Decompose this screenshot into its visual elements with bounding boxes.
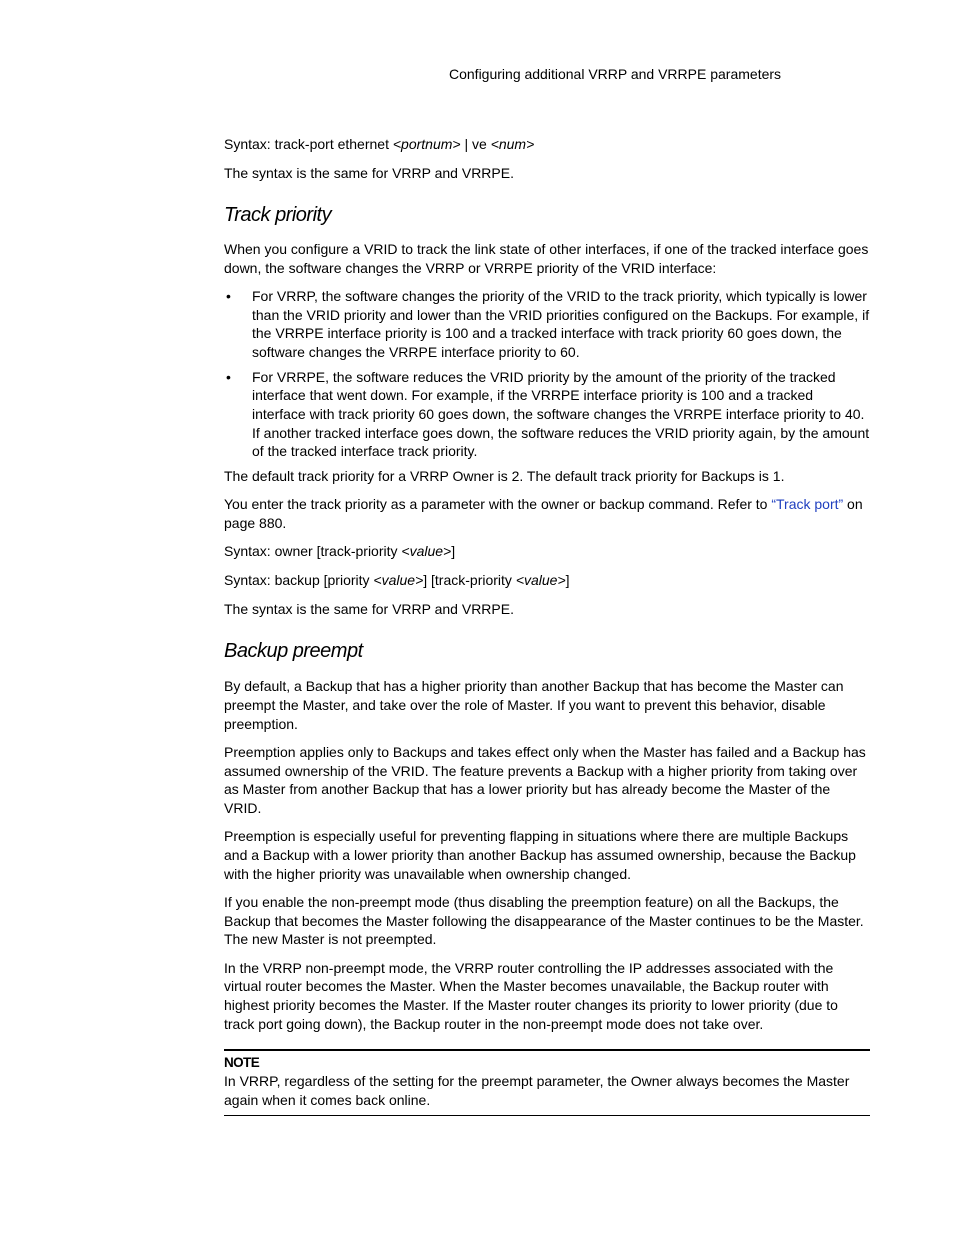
list-item-text: For VRRP, the software changes the priority of the VRID to the track priority, which typically is lower than the VRID priority and lower than the VRID priorities configured on the Backups. For example, if the VRRPE interface priority is 100 and a tracked interface with track priority 60 goes down, the software changes the VRRPE interface priority to 60.: [252, 287, 870, 360]
bullet-icon: •: [226, 287, 231, 304]
syntax-prefix: Syntax: backup: [224, 571, 324, 588]
track-port-link[interactable]: “Track port”: [771, 496, 844, 513]
syntax-separator: |: [460, 136, 472, 152]
paragraph: By default, a Backup that has a higher priority than another Backup that has become the Master can preempt the Master, and take over the role of Master. If you want to prevent this behavior, disable preemption.: [224, 678, 844, 732]
text-run: on page 880.: [224, 496, 863, 532]
syntax-bracket: [: [323, 571, 328, 588]
syntax-owner: [224, 542, 870, 561]
syntax-keyword-priority: priority: [327, 571, 370, 588]
syntax-arg-value: <value>: [515, 571, 566, 588]
track-priority-bullets: [224, 287, 870, 461]
list-item-text: For VRRPE, the software reduces the VRID priority by the amount of the priority of the tracked interface that went down. For example, if the VRRPE interface priority is 100 and a tracked interface with track priority 60 goes down, the software changes the VRRPE interface priority to 40. If another tracked interface goes down, the software reduces the VRID priority again, by the amount of the tracked interface track priority.: [252, 368, 870, 460]
note-text: In VRRP, regardless of the setting for the preempt parameter, the Owner always becomes the Master again when it comes back online.: [224, 1073, 850, 1109]
bullet-icon: •: [226, 368, 231, 385]
syntax-note: The syntax is the same for VRRP and VRRPE.: [224, 164, 514, 181]
running-header: Configuring additional VRRP and VRRPE parameters: [449, 66, 782, 82]
syntax-bracket: ]: [565, 571, 570, 588]
text-run: command. Refer to: [644, 496, 772, 513]
document-body: [224, 135, 870, 1116]
syntax-arg-value: <value>: [373, 571, 424, 588]
note-label: NOTE: [224, 1055, 260, 1071]
section-heading-backup-preempt: Backup preempt: [224, 640, 363, 663]
syntax-keyword-track-priority: track-priority: [320, 543, 398, 560]
list-item: [224, 287, 870, 362]
paragraph: If you enable the non-preempt mode (thus disabling the preemption feature) on all the Backups, the Backup that becomes the Master following the disappearance of the Master continues to be the Master. The new Master is not preempted.: [224, 893, 864, 948]
default-track-priority: The default track priority for a VRRP Owner is 2. The default track priority for Backups is 1.: [224, 468, 785, 485]
syntax-bracket: [: [316, 543, 321, 560]
note-box: [224, 1049, 870, 1116]
paragraph: Preemption applies only to Backups and takes effect only when the Master has failed and a Backup has assumed ownership of the VRID. The feature prevents a Backup with a higher priority from taking over as Master from another Backup that has a lower priority but has already become the Master of the VRID.: [224, 743, 866, 817]
paragraph: Preemption is especially useful for preventing flapping in situations where there are multiple Backups and a Backup with a lower priority than another Backup has assumed ownership, because the Backup with the higher priority was unavailable when ownership changed.: [224, 828, 856, 882]
syntax-arg-portnum: <portnum>: [392, 136, 461, 152]
track-priority-intro: When you configure a VRID to track the link state of other interfaces, if one of the tracked interface goes down, the software changes the VRRP or VRRPE priority of the VRID interface:: [224, 241, 869, 277]
enter-track-priority: [224, 495, 870, 532]
syntax-backup: [224, 571, 870, 590]
text-run: or: [579, 496, 600, 513]
syntax-bracket: ] [: [423, 571, 435, 588]
text-run: You enter the track priority as a parameter with the: [224, 496, 541, 513]
paragraph: In the VRRP non-preempt mode, the VRRP router controlling the IP addresses associated with the virtual router becomes the Master. When the Master becomes unavailable, the Backup router with highest priority becomes the Master. If the Master router changes its priority to lower priority (due to track port going down), the Backup router in the non-preempt mode does not take over.: [224, 959, 838, 1032]
syntax-prefix: Syntax: track-port ethernet: [224, 136, 393, 152]
syntax-arg-num: <num>: [490, 136, 535, 152]
syntax-arg-value: <value>: [401, 543, 452, 560]
syntax-keyword-track-priority: track-priority: [434, 571, 512, 588]
syntax-note: The syntax is the same for VRRP and VRRPE.: [224, 600, 514, 617]
keyword-backup: backup: [599, 496, 645, 513]
syntax-bracket: ]: [451, 543, 456, 560]
section-heading-track-priority: Track priority: [224, 204, 332, 227]
list-item: [224, 368, 870, 462]
syntax-prefix: Syntax: owner: [224, 543, 317, 560]
syntax-track-port: [224, 135, 870, 154]
keyword-owner: owner: [540, 496, 580, 513]
syntax-keyword-ve: ve: [472, 136, 487, 152]
